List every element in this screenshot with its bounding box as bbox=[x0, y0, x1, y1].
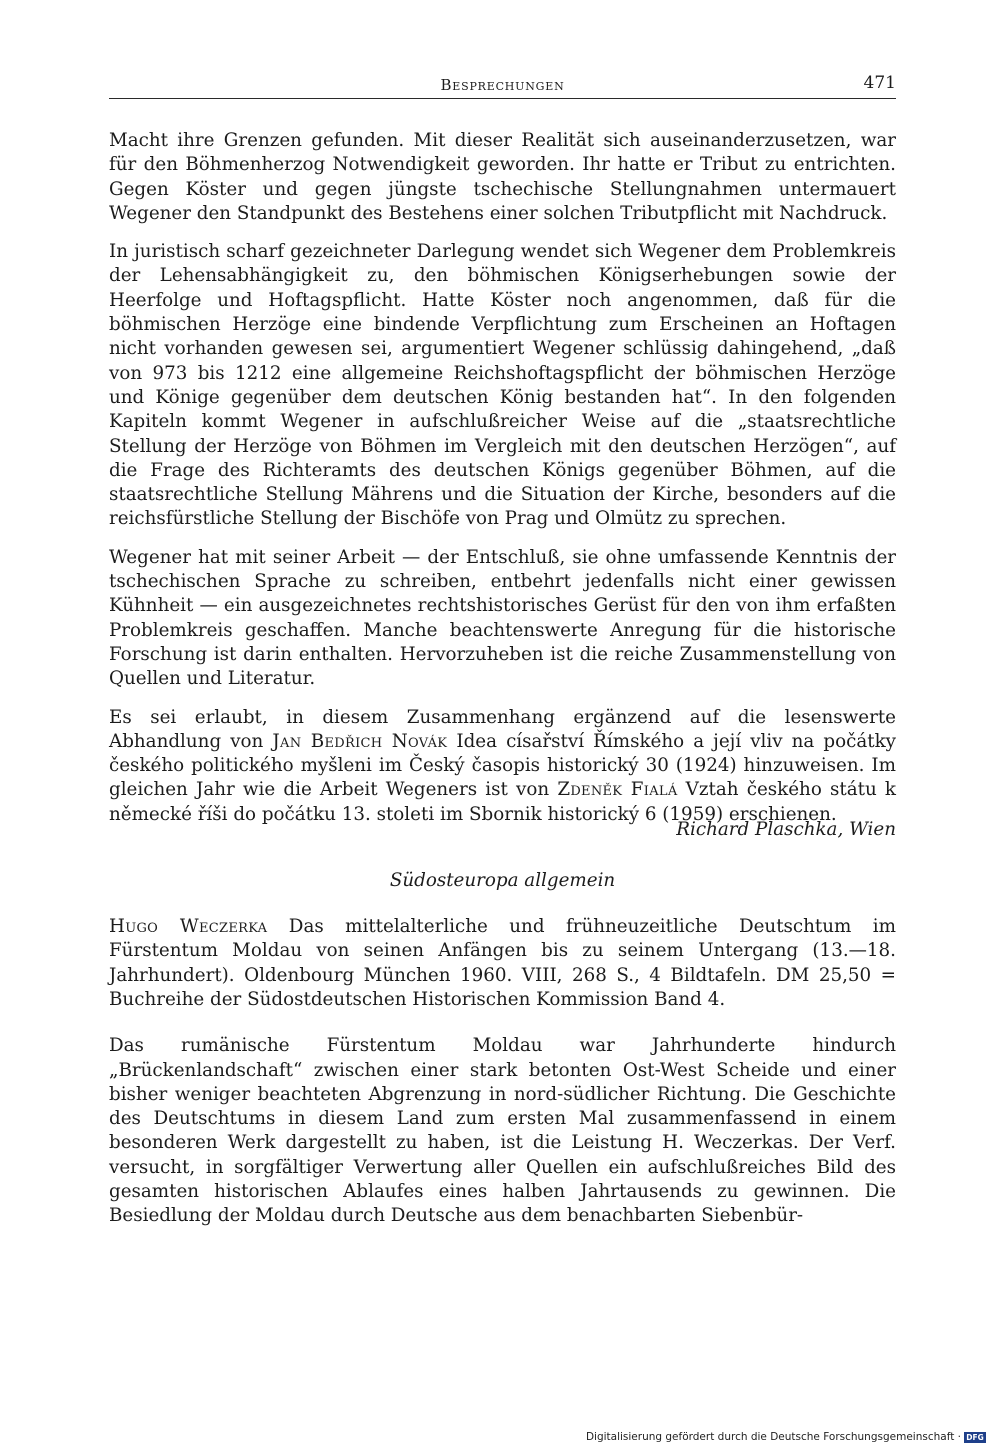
page-header bbox=[109, 62, 896, 99]
paragraph-4-text-2: Idea císařství Římského a její vliv na počátky českého politického myšleni im Český časopis historický 30 (1924) hinzuweisen. Im gleichen Jahr wie die Arbeit Wegeners ist von bbox=[109, 730, 896, 801]
book-citation bbox=[109, 915, 896, 1012]
paragraph-4 bbox=[109, 706, 896, 827]
review-signature: Richard Plaschka, Wien bbox=[676, 819, 896, 841]
digitization-footer bbox=[586, 1431, 986, 1443]
footer-text: Digitalisierung gefördert durch die Deutsche Forschungsgemeinschaft · bbox=[585, 1431, 961, 1443]
book-page bbox=[109, 62, 896, 1243]
paragraph-5: Das rumänische Fürstentum Moldau war Jahrhunderte hindurch „Brückenlandschaft“ zwischen einer stark betonten Ost-West Scheide und einer bisher weniger beachteten Abgrenzung in nord-südlicher Richtung. Die Geschichte des Deutschtums in diesem Land zum ersten Mal zusammenfassend in einem besonderen Werk dargestellt zu haben, ist die Leistung H. Weczerkas. Der Verf. versucht, in sorgfältiger Verwertung aller Quellen ein aufschlußreiches Bild des gesamten historischen Ablaufes eines halben Jahrtausends zu gewinnen. Die Besiedlung der Moldau durch Deutsche aus dem benachbarten Siebenbür- bbox=[109, 1035, 896, 1227]
author-name-fiala: Zdeněk Fialá bbox=[557, 779, 678, 801]
paragraph-4-text-3: Vztah českého státu k německé říši do počátku 13. stoleti im Sbornik historický 6 (1959) erschienen. bbox=[109, 779, 896, 825]
section-heading: Südosteuropa allgemein bbox=[389, 870, 616, 892]
paragraph-3: Wegener hat mit seiner Arbeit — der Entschluß, sie ohne umfassende Kenntnis der tschechischen Sprache zu schreiben, entbehrt jedenfalls nicht einer gewissen Kühnheit — ein ausgezeichnetes rechtshistorisches Gerüst für den von ihm erfaßten Problemkreis geschaffen. Manche beachtenswerte Anregung für die historische Forschung ist darin enthalten. Hervorzuheben ist die reiche Zusammenstellung von Quellen und Literatur. bbox=[109, 546, 896, 690]
citation-text: Das mittelalterliche und frühneuzeitliche Deutschtum im Fürstentum Moldau von seinen Anfängen bis zu seinem Untergang (13.—18. Jahrhundert). Oldenbourg München 1960. VIII, 268 S., 4 Bildtafeln. DM 25,50 = Buchreihe der Südostdeutschen Historischen Kommission Band 4. bbox=[109, 916, 896, 1010]
page-number: 471 bbox=[863, 73, 896, 93]
page-body bbox=[109, 129, 896, 1229]
author-name-novak: Jan Bedřich Novák bbox=[272, 730, 448, 752]
citation-author: Hugo Weczerka bbox=[109, 916, 268, 938]
paragraph-2: In juristisch scharf gezeichneter Darlegung wendet sich Wegener dem Problemkreis der Lehensabhängigkeit zu, den böhmischen Königserhebungen sowie der Heerfolge und Hoftagspflicht. Hatte Köster noch angenommen, daß für die böhmischen Herzöge eine bindende Verpflichtung zum Erscheinen an Hoftagen nicht vorhanden gewesen sei, argumentiert Wegener schlüssig dahingehend, „daß von 973 bis 1212 eine allgemeine Reichshoftagspflicht der böhmischen Herzöge und Könige gegenüber dem deutschen König bestanden hat“. In den folgenden Kapiteln kommt Wegener in aufschlußreicher Weise auf die „staatsrechtliche Stellung der Herzöge von Böhmen im Vergleich mit den deutschen Herzögen“, auf die Frage des Richteramts des deutschen Königs gegenüber Böhmen, auf die staatsrechtliche Stellung Mährens und die Situation der Kirche, besonders auf die reichsfürstliche Stellung der Bischöfe von Prag und Olmütz zu sprechen. bbox=[109, 241, 896, 530]
dfg-logo-icon: DFG bbox=[964, 1432, 986, 1443]
paragraph-4-text-1: Es sei erlaubt, in diesem Zusammenhang ergänzend auf die lesenswerte Abhandlung von bbox=[109, 706, 896, 752]
paragraph-1: Macht ihre Grenzen gefunden. Mit dieser Realität sich auseinanderzusetzen, war für den Böhmenherzog Notwendigkeit geworden. Ihr hatte er Tribut zu entrichten. Gegen Köster und gegen jüngste tschechische Stellungnahmen untermauert Wegener den Standpunkt des Bestehens einer solchen Tributpflicht mit Nachdruck. bbox=[109, 130, 896, 224]
running-title: Besprechungen bbox=[440, 76, 565, 94]
